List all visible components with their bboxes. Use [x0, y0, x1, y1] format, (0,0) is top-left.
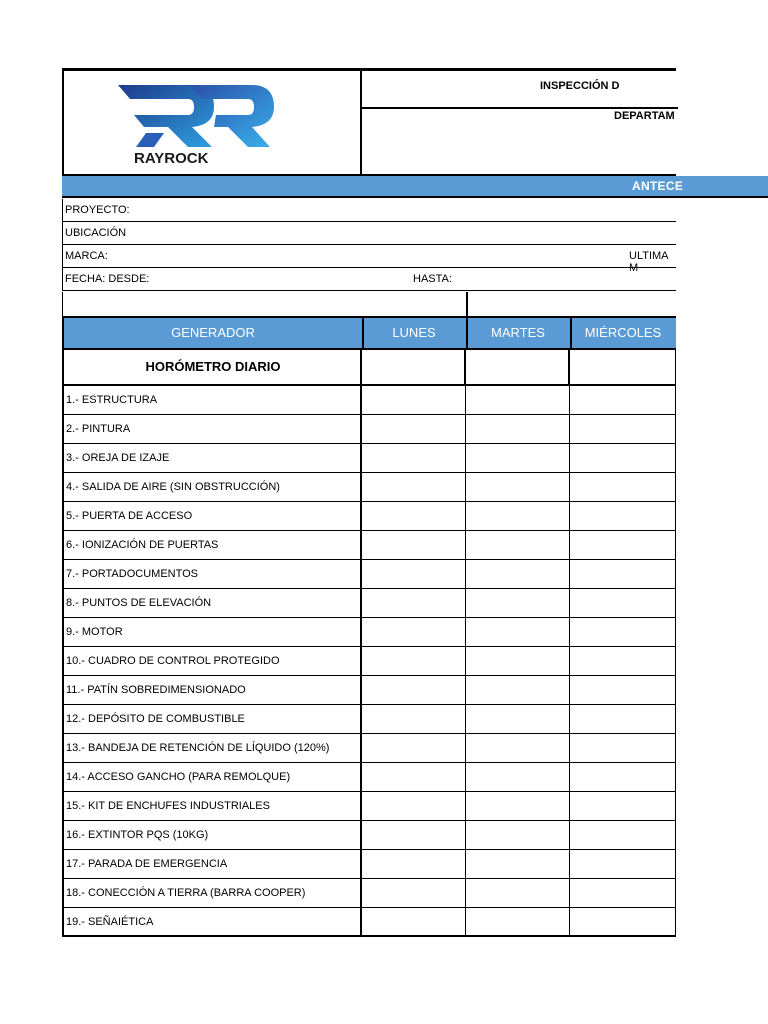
table-row	[64, 502, 676, 531]
check-cell-lunes[interactable]	[362, 763, 466, 791]
item-label: 2.- PINTURA	[66, 423, 131, 435]
col-lunes: LUNES	[362, 318, 468, 348]
check-cell-lunes[interactable]	[362, 386, 466, 414]
check-cell-miercoles[interactable]	[570, 415, 676, 443]
check-cell-martes[interactable]	[466, 850, 570, 878]
rayrock-logo	[64, 71, 362, 176]
col-miercoles: MIÉRCOLES	[584, 325, 662, 340]
table-row	[64, 908, 676, 937]
check-cell-martes[interactable]	[466, 560, 570, 588]
check-cell-lunes[interactable]	[362, 676, 466, 704]
item-label-cell	[64, 386, 362, 414]
table-row	[64, 792, 676, 821]
item-label: 12.- DEPÓSITO DE COMBUSTIBLE	[66, 713, 245, 725]
department-label: DEPARTAM	[614, 110, 675, 122]
check-cell-martes[interactable]	[466, 444, 570, 472]
inspection-table	[62, 350, 676, 937]
check-cell-martes[interactable]	[466, 618, 570, 646]
col-generador: GENERADOR	[64, 318, 364, 348]
check-cell-lunes[interactable]	[362, 589, 466, 617]
check-cell-miercoles[interactable]	[570, 879, 676, 907]
table-header	[62, 316, 676, 350]
item-label-cell	[64, 763, 362, 791]
check-cell-martes[interactable]	[466, 879, 570, 907]
item-label-cell	[64, 850, 362, 878]
check-cell-martes[interactable]	[466, 386, 570, 414]
header-divider	[362, 107, 678, 109]
check-cell-miercoles[interactable]	[570, 676, 676, 704]
check-cell-miercoles[interactable]	[570, 560, 676, 588]
table-row	[64, 647, 676, 676]
item-label-cell	[64, 473, 362, 501]
horometro-miercoles-cell[interactable]	[570, 350, 676, 384]
info-row-ubicacion[interactable]	[62, 222, 676, 245]
check-cell-lunes[interactable]	[362, 821, 466, 849]
table-row	[64, 763, 676, 792]
check-cell-lunes[interactable]	[362, 444, 466, 472]
item-label-cell	[64, 705, 362, 733]
table-row	[64, 473, 676, 502]
item-label-cell	[64, 531, 362, 559]
check-cell-miercoles[interactable]	[570, 473, 676, 501]
col-martes: MARTES	[466, 318, 572, 348]
check-cell-lunes[interactable]	[362, 879, 466, 907]
check-cell-martes[interactable]	[466, 705, 570, 733]
check-cell-lunes[interactable]	[362, 792, 466, 820]
check-cell-miercoles[interactable]	[570, 647, 676, 675]
marca-label: MARCA:	[65, 250, 108, 262]
table-row	[64, 705, 676, 734]
item-label: 15.- KIT DE ENCHUFES INDUSTRIALES	[66, 800, 270, 812]
item-label: 6.- IONIZACIÓN DE PUERTAS	[66, 539, 219, 551]
check-cell-miercoles[interactable]	[570, 531, 676, 559]
check-cell-martes[interactable]	[466, 676, 570, 704]
table-row	[64, 415, 676, 444]
item-label-cell	[64, 589, 362, 617]
item-label: 14.- ACCESO GANCHO (PARA REMOLQUE)	[66, 771, 291, 783]
check-cell-martes[interactable]	[466, 473, 570, 501]
table-row	[64, 589, 676, 618]
logo-text: RAYROCK	[134, 150, 209, 167]
check-cell-miercoles[interactable]	[570, 502, 676, 530]
item-label-cell	[64, 792, 362, 820]
check-cell-lunes[interactable]	[362, 850, 466, 878]
item-label: 1.- ESTRUCTURA	[66, 394, 158, 406]
check-cell-lunes[interactable]	[362, 415, 466, 443]
form-title: INSPECCIÓN D	[540, 80, 620, 92]
horometro-lunes-cell[interactable]	[362, 350, 466, 384]
check-cell-martes[interactable]	[466, 763, 570, 791]
check-cell-miercoles[interactable]	[570, 821, 676, 849]
banner-label: ANTECE	[632, 179, 684, 193]
horometro-label: HORÓMETRO DIARIO	[145, 359, 281, 374]
check-cell-lunes[interactable]	[362, 473, 466, 501]
ubicacion-label: UBICACIÓN	[65, 227, 127, 239]
info-row-fecha[interactable]	[62, 268, 676, 291]
item-label: 9.- MOTOR	[66, 626, 123, 638]
item-label-cell	[64, 734, 362, 762]
item-label-cell	[64, 415, 362, 443]
table-row	[64, 676, 676, 705]
ultima-label: ULTIMA M	[629, 250, 668, 274]
item-label-cell	[64, 879, 362, 907]
check-cell-lunes[interactable]	[362, 734, 466, 762]
check-cell-miercoles[interactable]	[570, 386, 676, 414]
check-cell-lunes[interactable]	[362, 560, 466, 588]
item-label: 5.- PUERTA DE ACCESO	[66, 510, 193, 522]
check-cell-miercoles[interactable]	[570, 618, 676, 646]
table-row	[64, 734, 676, 763]
check-cell-miercoles[interactable]	[570, 763, 676, 791]
check-cell-martes[interactable]	[466, 415, 570, 443]
table-row	[64, 444, 676, 473]
horometro-row	[64, 350, 676, 386]
table-row	[64, 560, 676, 589]
check-cell-lunes[interactable]	[362, 908, 466, 935]
table-row	[64, 386, 676, 415]
item-label: 11.- PATÍN SOBREDIMENSIONADO	[66, 684, 246, 696]
check-cell-martes[interactable]	[466, 734, 570, 762]
item-label-cell	[64, 908, 362, 935]
item-label-cell	[64, 821, 362, 849]
item-label: 7.- PORTADOCUMENTOS	[66, 568, 199, 580]
fecha-desde-label: FECHA: DESDE:	[65, 273, 150, 285]
item-label: 16.- EXTINTOR PQS (10KG)	[66, 829, 209, 841]
check-cell-lunes[interactable]	[362, 705, 466, 733]
check-cell-martes[interactable]	[466, 647, 570, 675]
check-cell-martes[interactable]	[466, 589, 570, 617]
check-cell-martes[interactable]	[466, 531, 570, 559]
item-label-cell	[64, 676, 362, 704]
info-row-proyecto[interactable]	[62, 199, 676, 222]
check-cell-martes[interactable]	[466, 908, 570, 935]
check-cell-martes[interactable]	[466, 792, 570, 820]
check-cell-lunes[interactable]	[362, 531, 466, 559]
table-row	[64, 618, 676, 647]
item-label-cell	[64, 647, 362, 675]
info-row-marca[interactable]	[62, 245, 676, 274]
blank-row	[62, 292, 676, 316]
item-label: 8.- PUNTOS DE ELEVACIÓN	[66, 597, 212, 609]
table-row	[64, 879, 676, 908]
check-cell-miercoles[interactable]	[570, 705, 676, 733]
item-label: 4.- SALIDA DE AIRE (SIN OBSTRUCCIÓN)	[66, 481, 280, 493]
table-row	[64, 531, 676, 560]
item-label-cell	[64, 618, 362, 646]
item-label-cell	[64, 560, 362, 588]
check-cell-miercoles[interactable]	[570, 589, 676, 617]
hasta-label: HASTA:	[413, 273, 452, 285]
item-label: 10.- CUADRO DE CONTROL PROTEGIDO	[66, 655, 280, 667]
item-label: 3.- OREJA DE IZAJE	[66, 452, 170, 464]
horometro-martes-cell[interactable]	[466, 350, 570, 384]
horometro-label-cell	[64, 350, 362, 384]
table-row	[64, 821, 676, 850]
item-label: 18.- CONECCIÓN A TIERRA (BARRA COOPER)	[66, 887, 306, 899]
check-cell-miercoles[interactable]	[570, 792, 676, 820]
item-label: 17.- PARADA DE EMERGENCIA	[66, 858, 228, 870]
item-label-cell	[64, 502, 362, 530]
check-cell-martes[interactable]	[466, 502, 570, 530]
check-cell-lunes[interactable]	[362, 502, 466, 530]
check-cell-miercoles[interactable]	[570, 444, 676, 472]
table-row	[64, 850, 676, 879]
check-cell-miercoles[interactable]	[570, 850, 676, 878]
check-cell-lunes[interactable]	[362, 618, 466, 646]
check-cell-miercoles[interactable]	[570, 734, 676, 762]
item-label-cell	[64, 444, 362, 472]
item-label: 19.- SEÑAIÉTICA	[66, 916, 154, 928]
antecedentes-banner	[62, 176, 768, 198]
check-cell-miercoles[interactable]	[570, 908, 676, 935]
blank-row-divider	[466, 292, 468, 316]
check-cell-lunes[interactable]	[362, 647, 466, 675]
check-cell-martes[interactable]	[466, 821, 570, 849]
item-label: 13.- BANDEJA DE RETENCIÓN DE LÍQUIDO (120%)	[66, 742, 330, 754]
proyecto-label: PROYECTO:	[65, 204, 130, 216]
logo-cell	[64, 71, 362, 176]
